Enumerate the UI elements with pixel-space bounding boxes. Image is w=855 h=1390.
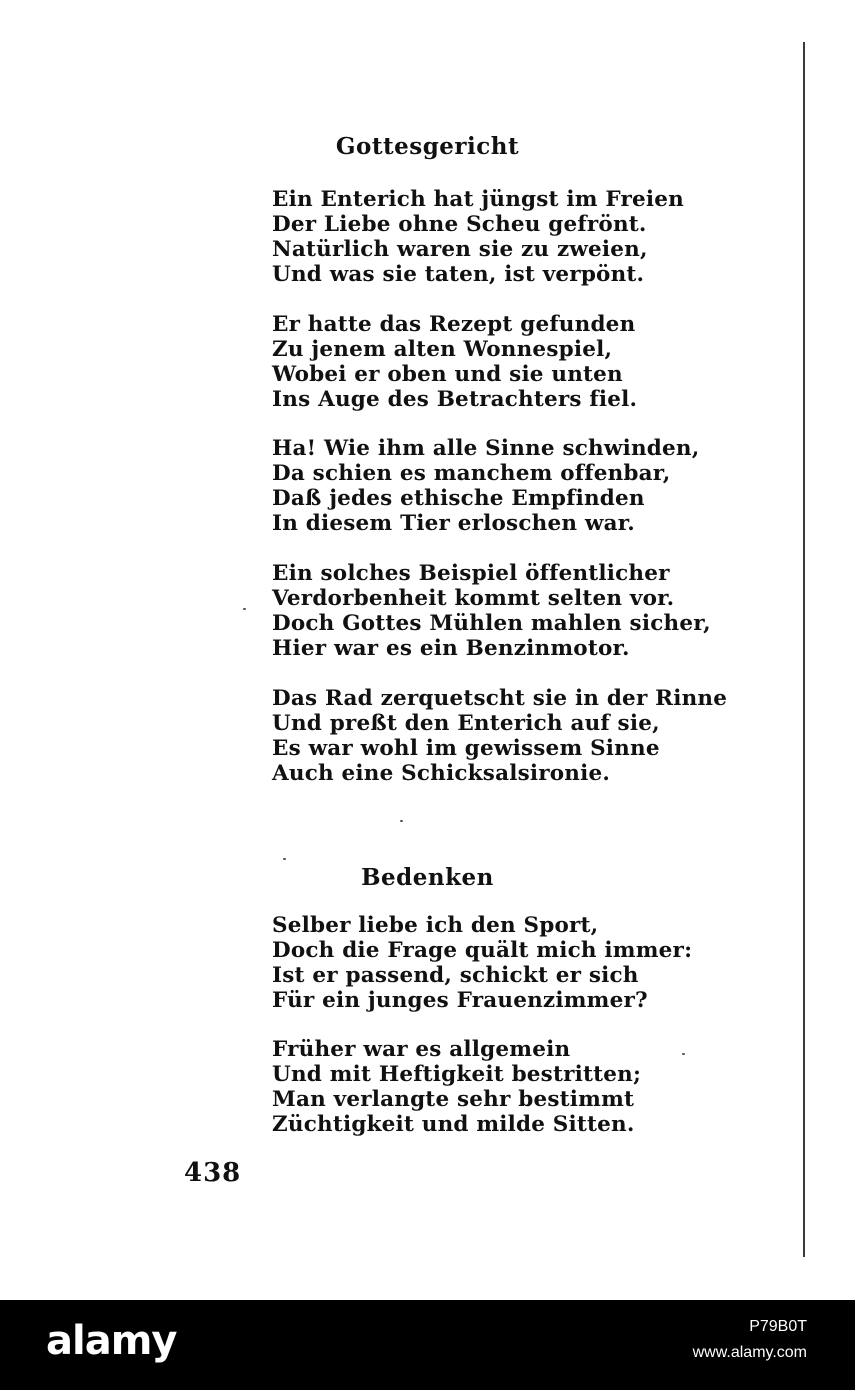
verse-line: Und mit Heftigkeit bestritten;: [272, 1062, 642, 1087]
poem1-stanza-1: [272, 187, 684, 287]
poem1-stanza-3: [272, 436, 699, 536]
verse-line: Ist er passend, schickt er sich: [272, 963, 639, 988]
scan-speck: [243, 608, 246, 610]
verse-line: Der Liebe ohne Scheu gefrönt.: [272, 212, 647, 237]
verse-line: Daß jedes ethische Empfinden: [272, 486, 645, 511]
verse-line: Züchtigkeit und milde Sitten.: [272, 1112, 635, 1137]
poem1-stanza-2: [272, 312, 637, 412]
verse-line: Wobei er oben und sie unten: [272, 362, 623, 387]
verse-line: Selber liebe ich den Sport,: [272, 913, 599, 938]
verse-line: Zu jenem alten Wonnespiel,: [272, 337, 613, 362]
scan-speck: [400, 820, 403, 822]
poem2-stanza-1: [272, 913, 692, 1013]
verse-line: Und was sie taten, ist verpönt.: [272, 262, 645, 287]
page-edge-line: [803, 42, 805, 1257]
poem1-stanza-5: [272, 686, 727, 786]
footer-url: www.alamy.com: [692, 1344, 807, 1361]
watermark-footer: [0, 1300, 855, 1390]
poem1-stanza-4: [272, 561, 711, 661]
alamy-logo: alamy: [46, 1318, 177, 1364]
scan-speck: [682, 1053, 685, 1055]
poem2-stanza-2: [272, 1037, 641, 1137]
verse-line: Ha! Wie ihm alle Sinne schwinden,: [272, 436, 700, 461]
verse-line: Früher war es allgemein: [272, 1037, 571, 1062]
poem-title-bedenken: Bedenken: [361, 864, 494, 891]
verse-line: Es war wohl im gewissem Sinne: [272, 736, 660, 761]
scan-speck: [283, 858, 286, 860]
verse-line: Natürlich waren sie zu zweien,: [272, 237, 648, 262]
page-number: 438: [184, 1158, 242, 1188]
verse-line: Ein Enterich hat jüngst im Freien: [272, 187, 684, 212]
verse-line: Ein solches Beispiel öffentlicher: [272, 561, 670, 586]
verse-line: In diesem Tier erloschen war.: [272, 511, 635, 536]
verse-line: Man verlangte sehr bestimmt: [272, 1087, 635, 1112]
verse-line: Doch Gottes Mühlen mahlen sicher,: [272, 611, 711, 636]
verse-line: Ins Auge des Betrachters fiel.: [272, 387, 638, 412]
verse-line: Er hatte das Rezept gefunden: [272, 312, 636, 337]
verse-line: Doch die Frage quält mich immer:: [272, 938, 693, 963]
verse-line: Hier war es ein Benzinmotor.: [272, 636, 630, 661]
verse-line: Für ein junges Frauenzimmer?: [272, 988, 648, 1013]
verse-line: Auch eine Schicksalsironie.: [272, 761, 611, 786]
verse-line: Das Rad zerquetscht sie in der Rinne: [272, 686, 728, 711]
poem-title-gottesgericht: Gottesgericht: [335, 133, 520, 160]
image-id: P79B0T: [749, 1318, 807, 1335]
verse-line: Und preßt den Enterich auf sie,: [272, 711, 660, 736]
verse-line: Da schien es manchem offenbar,: [272, 461, 671, 486]
verse-line: Verdorbenheit kommt selten vor.: [272, 586, 675, 611]
